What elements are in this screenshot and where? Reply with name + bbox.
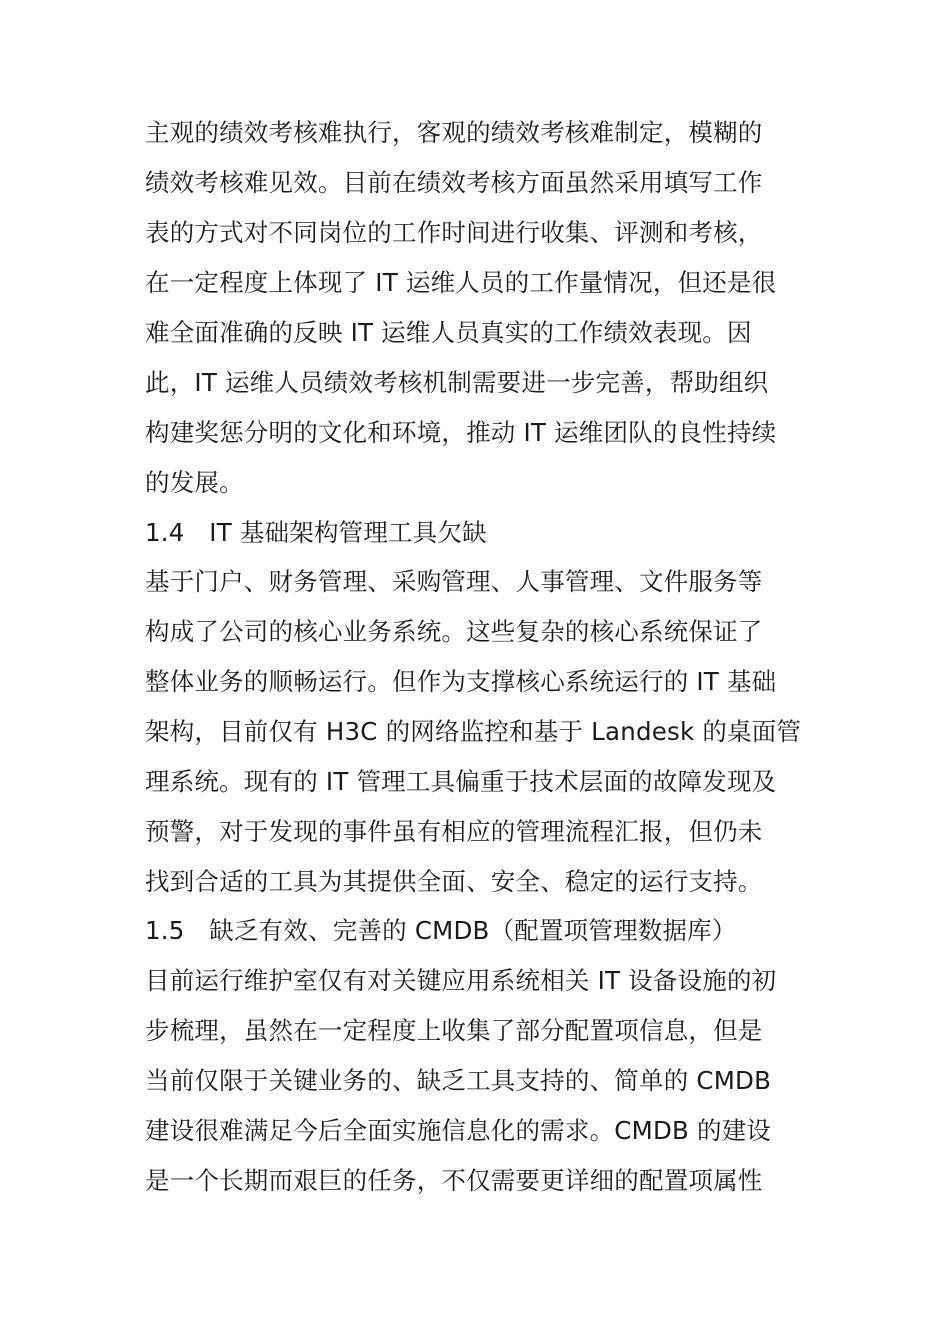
paragraph-line: 构成了公司的核心业务系统。这些复杂的核心系统保证了	[145, 617, 763, 646]
paragraph-line: 绩效考核难见效。目前在绩效考核方面虽然采用填写工作	[145, 168, 763, 197]
paragraph-line: 步梳理，虽然在一定程度上收集了部分配置项信息，但是	[145, 1016, 763, 1045]
paragraph-line: 表的方式对不同岗位的工作时间进行收集、评测和考核，	[145, 218, 763, 247]
paragraph-line: 基于门户、财务管理、采购管理、人事管理、文件服务等	[145, 567, 763, 596]
paragraph-line: 当前仅限于关键业务的、缺乏工具支持的、简单的 CMDB	[145, 1066, 772, 1095]
section-heading: 1.5 缺乏有效、完善的 CMDB（配置项管理数据库）	[145, 916, 737, 945]
section-heading: 1.4 IT 基础架构管理工具欠缺	[145, 518, 487, 547]
paragraph-line: 在一定程度上体现了 IT 运维人员的工作量情况，但还是很	[145, 268, 777, 297]
paragraph-line: 架构，目前仅有 H3C 的网络监控和基于 Landesk 的桌面管	[145, 717, 802, 746]
paragraph-line: 目前运行维护室仅有对关键应用系统相关 IT 设备设施的初	[145, 966, 777, 995]
paragraph-line: 是一个长期而艰巨的任务，不仅需要更详细的配置项属性	[145, 1166, 763, 1195]
paragraph-line: 建设很难满足今后全面实施信息化的需求。CMDB 的建设	[145, 1116, 772, 1145]
paragraph-line: 预警，对于发现的事件虽有相应的管理流程汇报，但仍未	[145, 817, 763, 846]
paragraph-line: 找到合适的工具为其提供全面、安全、稳定的运行支持。	[145, 867, 763, 896]
paragraph-line: 构建奖惩分明的文化和环境，推动 IT 运维团队的良性持续	[145, 418, 777, 447]
paragraph-line: 主观的绩效考核难执行，客观的绩效考核难制定，模糊的	[145, 118, 763, 147]
paragraph-line: 此，IT 运维人员绩效考核机制需要进一步完善，帮助组织	[145, 368, 769, 397]
paragraph-line: 的发展。	[145, 468, 244, 497]
paragraph-line: 难全面准确的反映 IT 运维人员真实的工作绩效表现。因	[145, 318, 752, 347]
paragraph-line: 整体业务的顺畅运行。但作为支撑核心系统运行的 IT 基础	[145, 667, 777, 696]
paragraph-line: 理系统。现有的 IT 管理工具偏重于技术层面的故障发现及	[145, 767, 777, 796]
